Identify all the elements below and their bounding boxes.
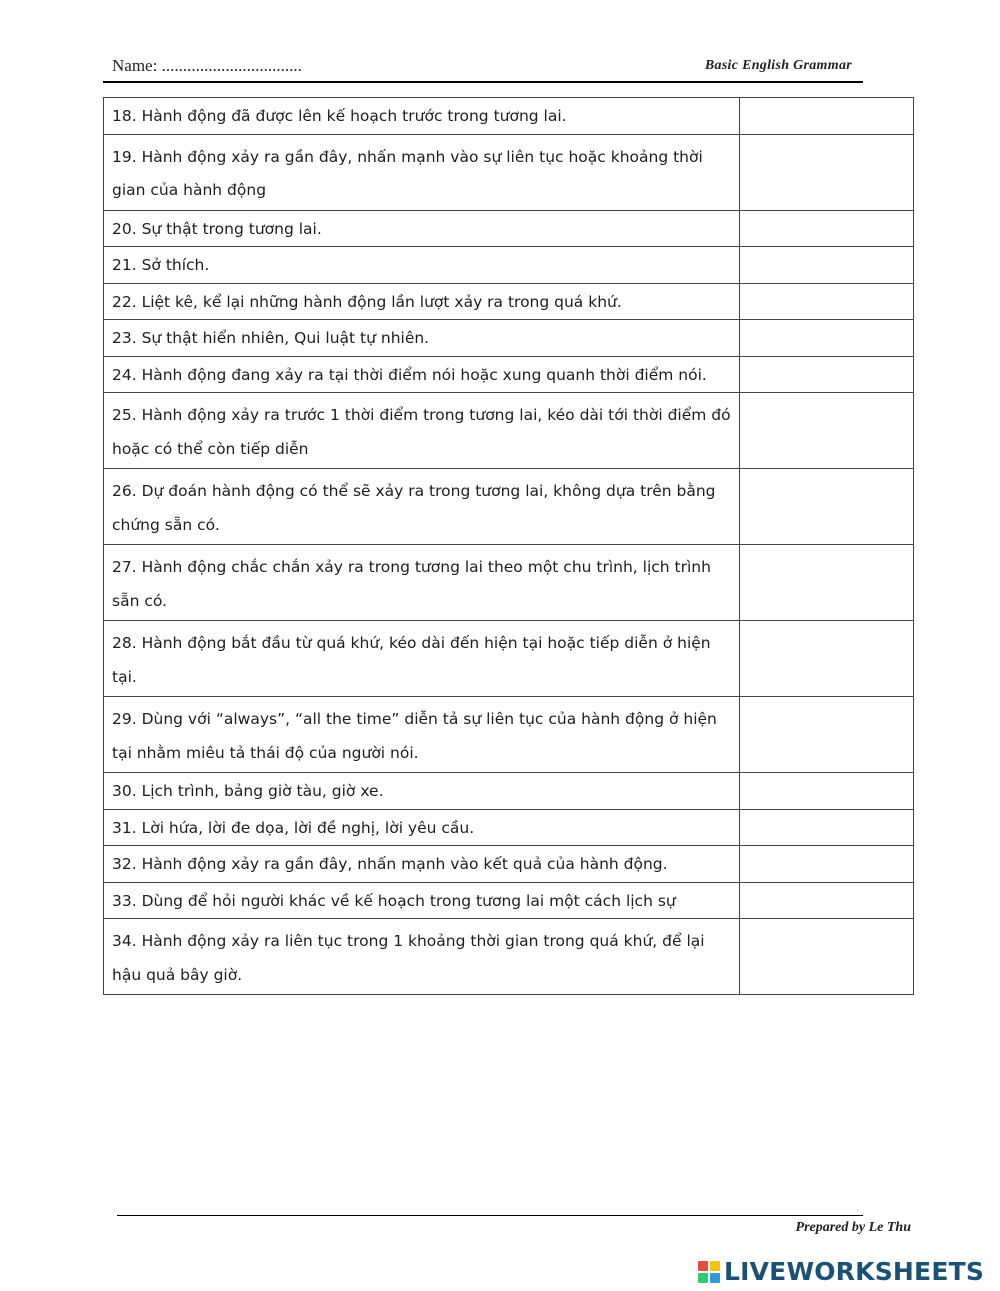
header-divider bbox=[103, 81, 863, 83]
answer-cell[interactable] bbox=[740, 320, 914, 357]
table-row bbox=[104, 210, 914, 247]
answer-input[interactable] bbox=[740, 621, 913, 647]
statement-cell: 33. Dùng để hỏi người khác về kế hoạch trong tương lai một cách lịch sự bbox=[104, 882, 740, 919]
table-row bbox=[104, 469, 914, 545]
document-title: Basic English Grammar bbox=[704, 58, 852, 73]
answer-cell[interactable] bbox=[740, 697, 914, 773]
statement-cell: 23. Sự thật hiển nhiên, Qui luật tự nhiên. bbox=[104, 320, 740, 357]
answer-cell[interactable] bbox=[740, 247, 914, 284]
answer-input[interactable] bbox=[740, 98, 913, 124]
table-row bbox=[104, 809, 914, 846]
name-field-label: Name: ................................. bbox=[112, 56, 302, 75]
statement-cell: 32. Hành động xảy ra gần đây, nhấn mạnh vào kết quả của hành động. bbox=[104, 846, 740, 883]
statement-cell: 20. Sự thật trong tương lai. bbox=[104, 210, 740, 247]
footer-divider bbox=[117, 1215, 863, 1216]
statement-cell: 31. Lời hứa, lời đe dọa, lời đề nghị, lời yêu cầu. bbox=[104, 809, 740, 846]
statement-cell: 29. Dùng với “always”, “all the time” diễn tả sự liên tục của hành động ở hiện tại nhằm miêu tả thái độ của người nói. bbox=[104, 697, 740, 773]
table-row bbox=[104, 283, 914, 320]
logo-block-red bbox=[698, 1261, 708, 1271]
statement-cell: 22. Liệt kê, kể lại những hành động lần lượt xảy ra trong quá khứ. bbox=[104, 283, 740, 320]
answer-cell[interactable] bbox=[740, 846, 914, 883]
statement-cell: 24. Hành động đang xảy ra tại thời điểm nói hoặc xung quanh thời điểm nói. bbox=[104, 356, 740, 393]
logo-block-green bbox=[698, 1273, 708, 1283]
answer-cell[interactable] bbox=[740, 809, 914, 846]
table-row bbox=[104, 98, 914, 135]
answer-input[interactable] bbox=[740, 284, 913, 310]
statement-cell: 30. Lịch trình, bảng giờ tàu, giờ xe. bbox=[104, 773, 740, 810]
answer-input[interactable] bbox=[740, 247, 913, 273]
answer-input[interactable] bbox=[740, 697, 913, 723]
table-row bbox=[104, 320, 914, 357]
answer-input[interactable] bbox=[740, 320, 913, 346]
answer-cell[interactable] bbox=[740, 283, 914, 320]
table-row bbox=[104, 773, 914, 810]
answer-input[interactable] bbox=[740, 545, 913, 571]
answer-input[interactable] bbox=[740, 357, 913, 383]
answer-cell[interactable] bbox=[740, 393, 914, 469]
answer-input[interactable] bbox=[740, 773, 913, 799]
table-row bbox=[104, 356, 914, 393]
table-row bbox=[104, 846, 914, 883]
statement-cell: 25. Hành động xảy ra trước 1 thời điểm trong tương lai, kéo dài tới thời điểm đó hoặc có thể còn tiếp diễn bbox=[104, 393, 740, 469]
answer-cell[interactable] bbox=[740, 134, 914, 210]
statement-cell: 26. Dự đoán hành động có thể sẽ xảy ra trong tương lai, không dựa trên bằng chứng sẵn có. bbox=[104, 469, 740, 545]
answer-cell[interactable] bbox=[740, 98, 914, 135]
liveworksheets-brand[interactable] bbox=[698, 1257, 984, 1286]
answer-input[interactable] bbox=[740, 469, 913, 495]
answer-input[interactable] bbox=[740, 211, 913, 237]
answer-cell[interactable] bbox=[740, 773, 914, 810]
table-row bbox=[104, 621, 914, 697]
answer-input[interactable] bbox=[740, 883, 913, 909]
worksheet-table bbox=[103, 97, 914, 995]
answer-input[interactable] bbox=[740, 393, 913, 419]
answer-input[interactable] bbox=[740, 919, 913, 945]
answer-cell[interactable] bbox=[740, 882, 914, 919]
author-credit: Prepared by Le Thu bbox=[795, 1220, 911, 1235]
statement-cell: 34. Hành động xảy ra liên tục trong 1 khoảng thời gian trong quá khứ, để lại hậu quả bây giờ. bbox=[104, 919, 740, 995]
statement-cell: 27. Hành động chắc chắn xảy ra trong tương lai theo một chu trình, lịch trình sẵn có. bbox=[104, 545, 740, 621]
answer-cell[interactable] bbox=[740, 545, 914, 621]
table-row bbox=[104, 134, 914, 210]
table-row bbox=[104, 247, 914, 284]
statement-cell: 18. Hành động đã được lên kế hoạch trước trong tương lai. bbox=[104, 98, 740, 135]
answer-input[interactable] bbox=[740, 810, 913, 836]
logo-block-yellow bbox=[710, 1261, 720, 1271]
answer-cell[interactable] bbox=[740, 356, 914, 393]
statement-cell: 21. Sở thích. bbox=[104, 247, 740, 284]
statement-cell: 28. Hành động bắt đầu từ quá khứ, kéo dài đến hiện tại hoặc tiếp diễn ở hiện tại. bbox=[104, 621, 740, 697]
table-row bbox=[104, 697, 914, 773]
answer-input[interactable] bbox=[740, 135, 913, 161]
statement-cell: 19. Hành động xảy ra gần đây, nhấn mạnh vào sự liên tục hoặc khoảng thời gian của hành động bbox=[104, 134, 740, 210]
logo-block-blue bbox=[710, 1273, 720, 1283]
table-row bbox=[104, 882, 914, 919]
answer-cell[interactable] bbox=[740, 469, 914, 545]
worksheet-rows bbox=[104, 98, 914, 995]
answer-cell[interactable] bbox=[740, 210, 914, 247]
answer-cell[interactable] bbox=[740, 919, 914, 995]
answer-cell[interactable] bbox=[740, 621, 914, 697]
liveworksheets-logo-icon bbox=[698, 1261, 720, 1283]
table-row bbox=[104, 545, 914, 621]
table-row bbox=[104, 919, 914, 995]
answer-input[interactable] bbox=[740, 846, 913, 872]
brand-wordmark: LIVEWORKSHEETS bbox=[724, 1257, 985, 1286]
table-row bbox=[104, 393, 914, 469]
